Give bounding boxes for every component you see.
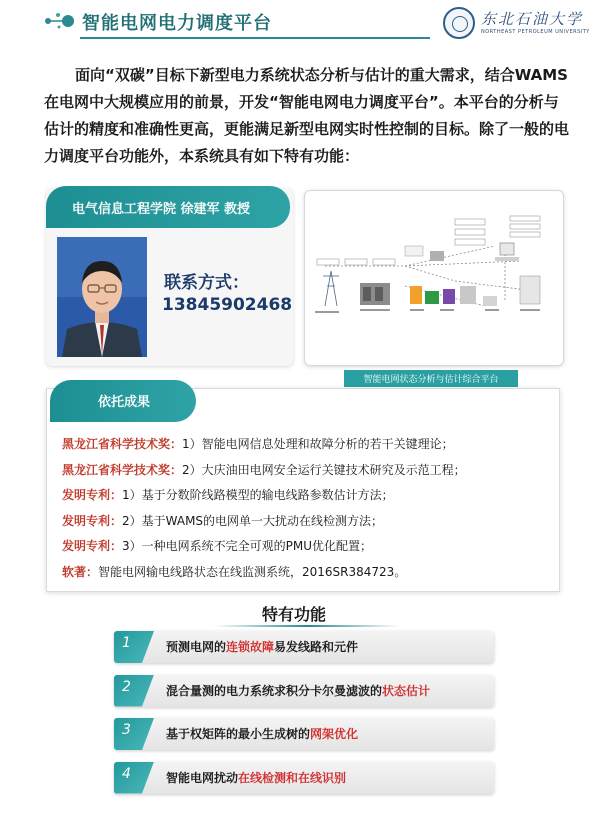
feature-item bbox=[114, 631, 494, 663]
contact-header: 电气信息工程学院 徐建军 教授 bbox=[72, 202, 251, 217]
feature-highlight: 连锁故障 bbox=[226, 640, 275, 654]
achievement-type: 黑龙江省科学技术奖： bbox=[62, 437, 183, 451]
feature-highlight: 网架优化 bbox=[310, 727, 359, 741]
achievement-item bbox=[62, 511, 552, 537]
feature-number: 3 bbox=[122, 722, 131, 738]
achievement-type: 黑龙江省科学技术奖： bbox=[62, 462, 183, 477]
system-diagram-card bbox=[304, 190, 564, 366]
professor-photo bbox=[57, 237, 147, 357]
feature-text: 智能电网扰动在线检测和在线识别 bbox=[166, 770, 347, 785]
contact-phone: 13845902468 bbox=[162, 295, 293, 315]
features-title: 特有功能 bbox=[262, 605, 327, 624]
molecule-icon bbox=[44, 12, 74, 30]
feature-highlight: 在线检测和在线识别 bbox=[238, 770, 347, 785]
achievement-item bbox=[62, 485, 552, 511]
achievement-text: 2）大庆油田电网安全运行关键技术研究及示范工程； bbox=[182, 462, 466, 477]
achievement-item bbox=[62, 434, 552, 460]
achievement-type: 发明专利： bbox=[62, 539, 123, 554]
achievement-text: 2）基于WAMS的电网单一大扰动在线检测方法； bbox=[122, 513, 384, 528]
features-title-underline bbox=[214, 625, 400, 627]
achievement-item bbox=[62, 460, 552, 486]
feature-text: 预测电网的连锁故障易发线路和元件 bbox=[166, 640, 359, 654]
university-name: 东北石油大学 bbox=[481, 10, 584, 28]
feature-item bbox=[114, 762, 494, 794]
system-architecture-diagram bbox=[305, 191, 563, 365]
feature-item bbox=[114, 718, 494, 750]
achievement-text: 3）一种电网系统不完全可观的PMU优化配置； bbox=[122, 539, 373, 554]
university-seal-icon bbox=[443, 7, 475, 39]
feature-item bbox=[114, 675, 494, 707]
feature-text: 混合量测的电力系统求积分卡尔曼滤波的状态估计 bbox=[166, 683, 431, 698]
features-list bbox=[114, 631, 494, 805]
page-title: 智能电网电力调度平台 bbox=[82, 13, 272, 34]
achievement-text: 智能电网输电线路状态在线监测系统，2016SR384723。 bbox=[98, 564, 407, 579]
achievement-item bbox=[62, 536, 552, 562]
page-header bbox=[0, 0, 610, 48]
feature-text: 基于权矩阵的最小生成树的网架优化 bbox=[166, 727, 359, 741]
achievement-type: 发明专利： bbox=[62, 488, 123, 503]
diagram-caption: 智能电网状态分析与估计综合平台 bbox=[363, 375, 499, 385]
university-name-en: NORTHEAST PETROLEUM UNIVERSITY bbox=[481, 29, 590, 35]
title-underline bbox=[80, 37, 430, 39]
achievements-title: 依托成果 bbox=[98, 395, 151, 410]
intro-paragraph: 面向“双碳”目标下新型电力系统状态分析与估计的重大需求，结合WAMS在电网中大规模应用的前景，开发“智能电网电力调度平台”。本平台的分析与估计的精度和准确性更高，更能满足新型电网实时性控制的目标。除了一般的电力调度平台功能外，本系统具有如下特有功能： bbox=[44, 66, 570, 165]
feature-number: 4 bbox=[122, 765, 131, 782]
feature-number: 2 bbox=[122, 678, 131, 695]
achievement-type: 软著： bbox=[62, 564, 99, 579]
achievement-type: 发明专利： bbox=[62, 513, 123, 528]
achievement-item bbox=[62, 562, 552, 588]
contact-label: 联系方式： bbox=[164, 273, 249, 293]
university-logo bbox=[443, 7, 593, 41]
achievements-list bbox=[62, 434, 552, 588]
feature-highlight: 状态估计 bbox=[382, 683, 431, 698]
feature-number: 1 bbox=[122, 635, 131, 651]
achievement-text: 1）智能电网信息处理和故障分析的若干关键理论； bbox=[182, 437, 454, 451]
achievement-text: 1）基于分数阶线路模型的输电线路参数估计方法； bbox=[122, 488, 394, 503]
